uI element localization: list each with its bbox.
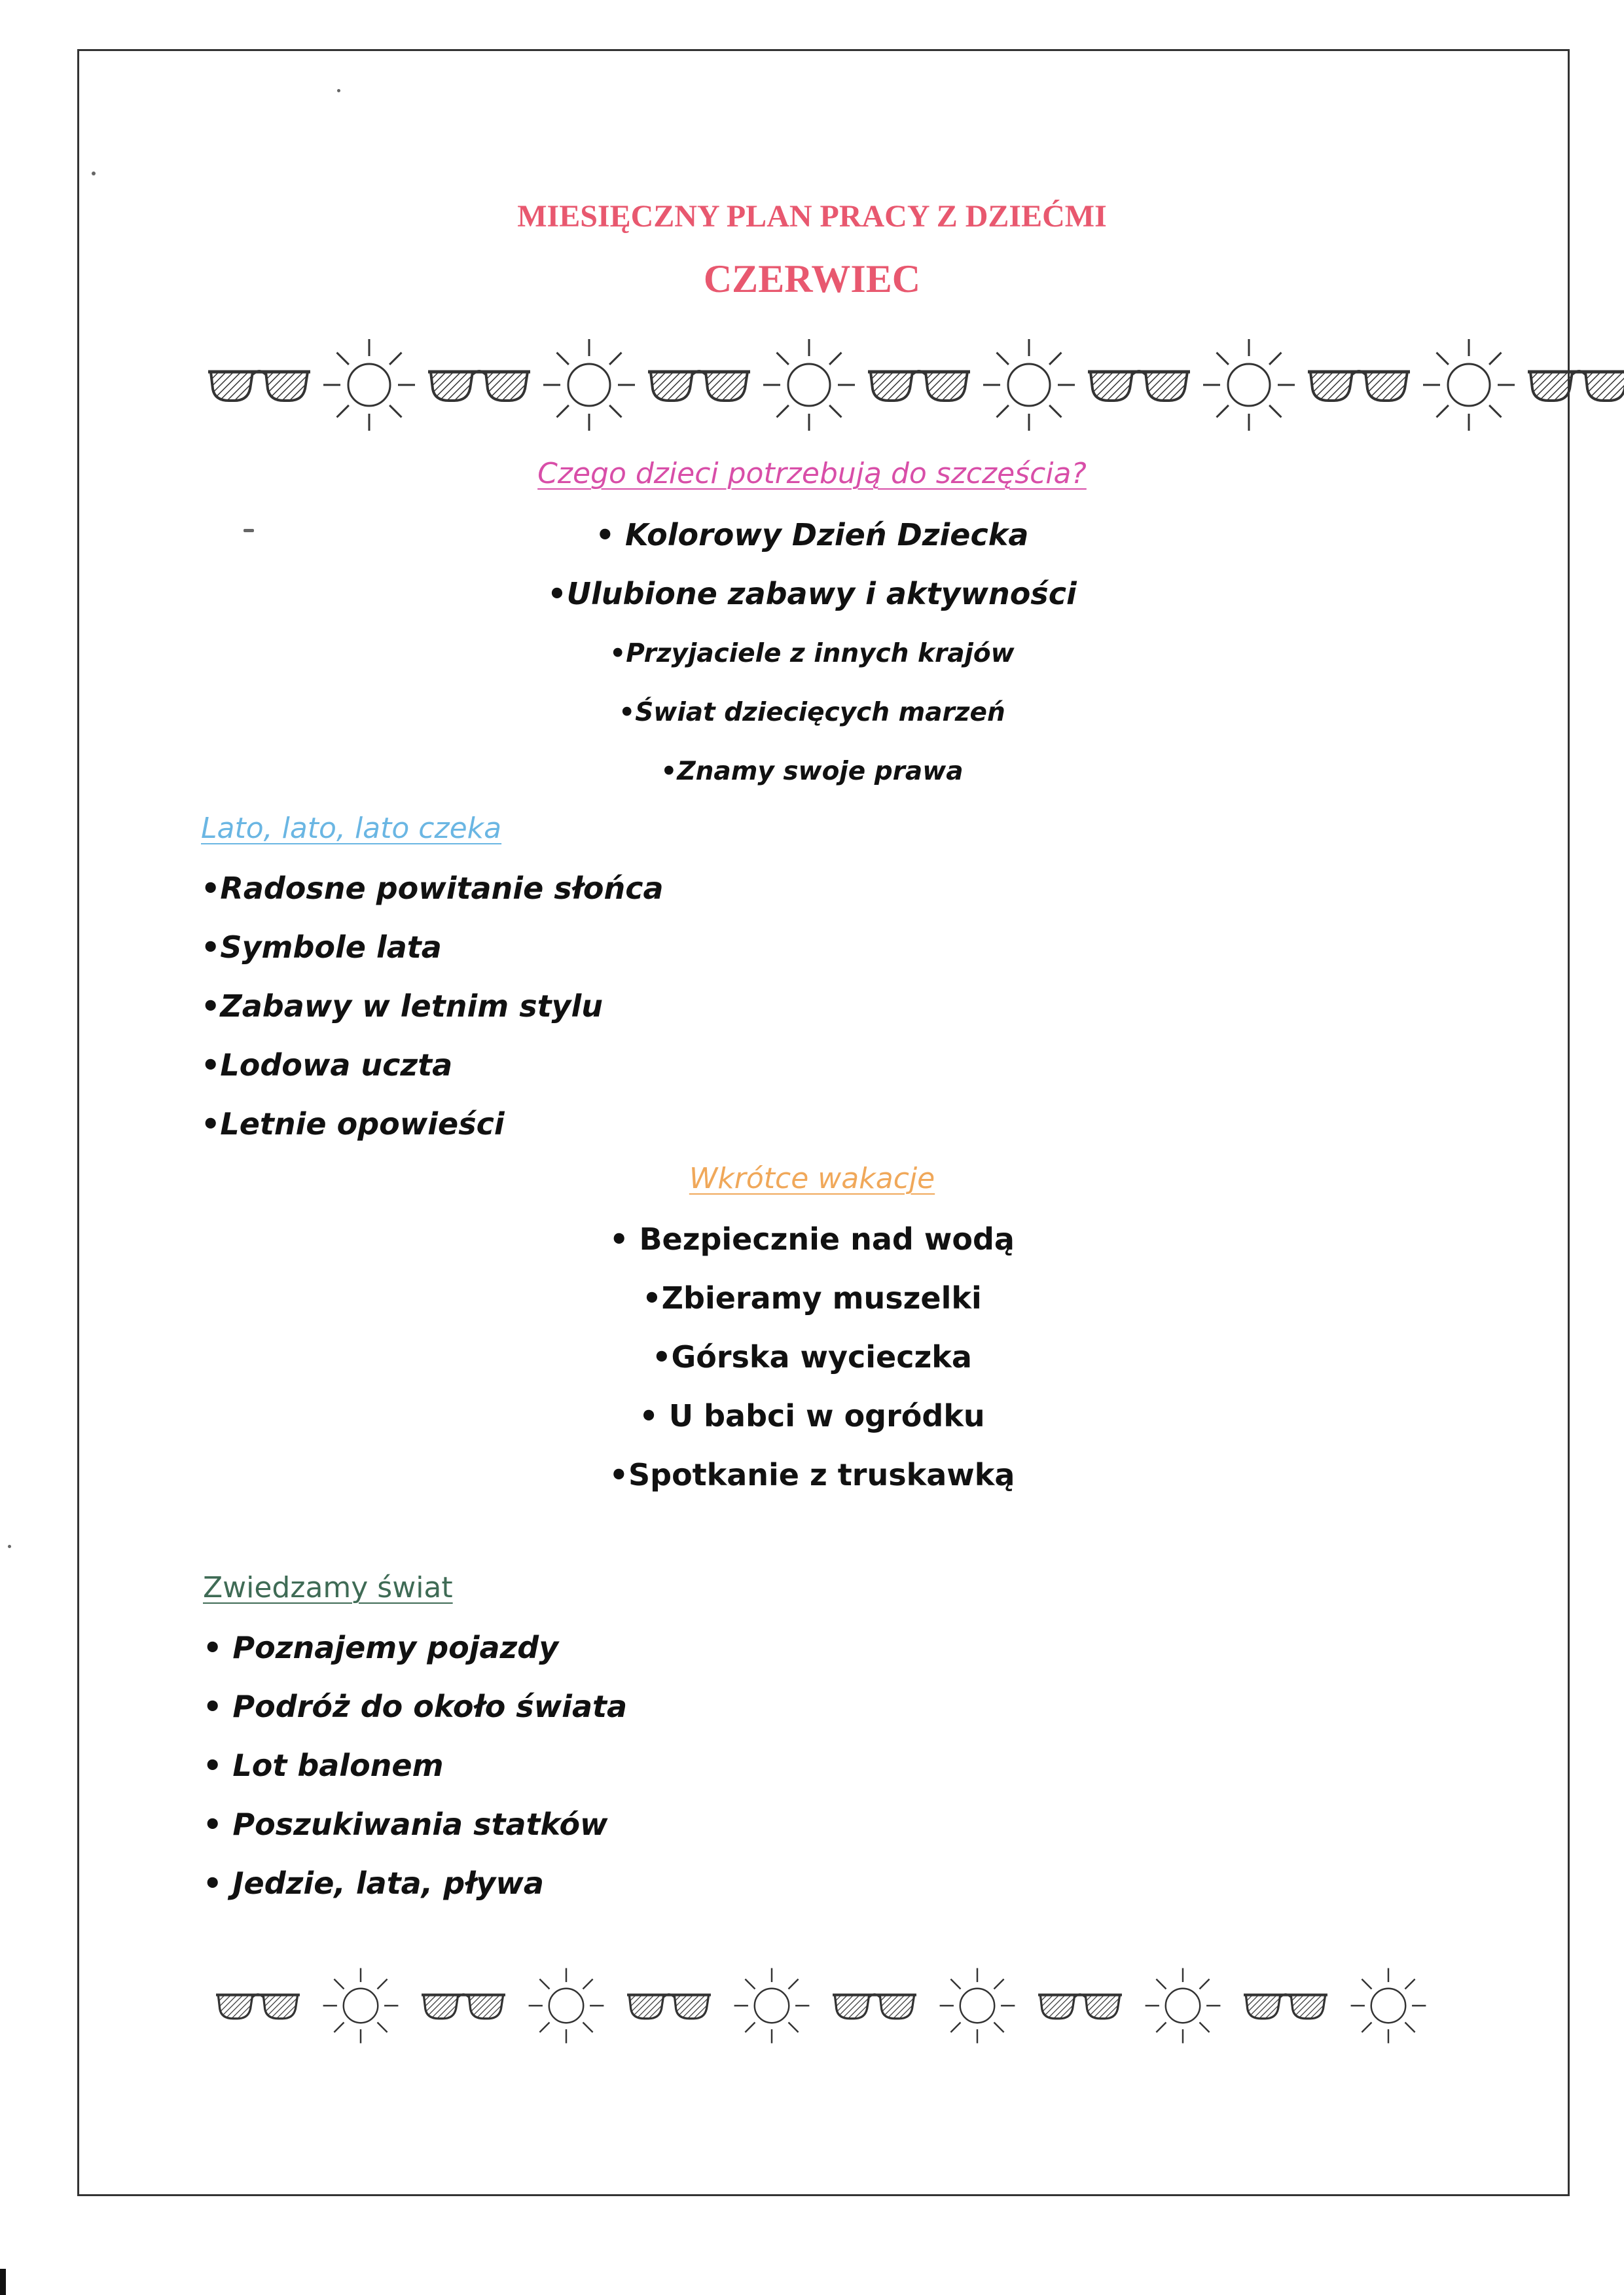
sunglasses-icon: [1038, 1995, 1122, 2019]
sunglasses-icon: [208, 371, 310, 401]
sun-icon: [323, 1968, 399, 2044]
section-heading-summer: Lato, lato, lato czeka: [201, 812, 502, 845]
sun-icon: [1423, 339, 1515, 431]
sunglasses-icon: [833, 1995, 916, 2019]
sun-icon: [763, 339, 855, 431]
scan-speck: [244, 529, 254, 532]
section-heading-happiness: Czego dzieci potrzebują do szczęścia?: [537, 457, 1087, 490]
sunglasses-icon: [422, 1995, 505, 2019]
section-heading-holidays: Wkrótce wakacje: [689, 1162, 935, 1195]
scan-speck: [8, 1545, 11, 1548]
list-item: •Symbole lata: [201, 930, 442, 965]
sunglasses-icon: [428, 371, 530, 401]
sun-icon: [529, 1968, 604, 2044]
month-title: CZERWIEC: [703, 257, 921, 300]
scan-mark: [0, 2269, 6, 2295]
list-item: •Ulubione zabawy i aktywności: [547, 576, 1077, 611]
list-item: • Lot balonem: [203, 1748, 444, 1783]
top-ornament-border: [0, 334, 1624, 439]
bottom-ornament-border: [0, 1964, 1624, 2049]
list-item: • Podróż do około świata: [203, 1689, 628, 1724]
sun-icon: [1203, 339, 1295, 431]
list-item: •Górska wycieczka: [652, 1339, 972, 1375]
sunglasses-icon: [627, 1995, 711, 2019]
scan-speck: [337, 89, 340, 92]
sun-icon: [1146, 1968, 1221, 2044]
sunglasses-icon: [1088, 371, 1190, 401]
list-item: •Zabawy w letnim stylu: [201, 988, 604, 1024]
sunglasses-icon: [216, 1995, 300, 2019]
sunglasses-icon: [868, 371, 970, 401]
list-item: • Kolorowy Dzień Dziecka: [595, 517, 1029, 552]
list-item: •Świat dziecięcych marzeń: [619, 698, 1005, 727]
section-heading-world: Zwiedzamy świat: [203, 1571, 453, 1604]
list-item: •Znamy swoje prawa: [660, 757, 964, 786]
list-item: • Poszukiwania statków: [203, 1807, 608, 1842]
sun-icon: [323, 339, 415, 431]
list-item: •Przyjaciele z innych krajów: [609, 639, 1015, 668]
list-item: • Poznajemy pojazdy: [203, 1630, 559, 1665]
list-item: • U babci w ogródku: [639, 1398, 985, 1434]
sun-icon: [543, 339, 635, 431]
sunglasses-icon: [1308, 371, 1410, 401]
list-item: •Letnie opowieści: [201, 1106, 505, 1142]
list-item: •Lodowa uczta: [201, 1047, 453, 1083]
list-item: • Jedzie, lata, pływa: [203, 1866, 544, 1901]
list-item: •Zbieramy muszelki: [642, 1280, 982, 1316]
scan-speck: [92, 172, 96, 175]
sunglasses-icon: [648, 371, 750, 401]
sun-icon: [734, 1968, 810, 2044]
sunglasses-icon: [1244, 1995, 1327, 2019]
page-title: MIESIĘCZNY PLAN PRACY Z DZIEĆMI: [517, 199, 1107, 234]
sun-icon: [940, 1968, 1015, 2044]
list-item: •Radosne powitanie słońca: [201, 871, 664, 906]
sun-icon: [1351, 1968, 1426, 2044]
sunglasses-icon: [1528, 371, 1624, 401]
list-item: • Bezpiecznie nad wodą: [609, 1221, 1015, 1257]
sun-icon: [983, 339, 1075, 431]
list-item: •Spotkanie z truskawką: [609, 1457, 1015, 1492]
